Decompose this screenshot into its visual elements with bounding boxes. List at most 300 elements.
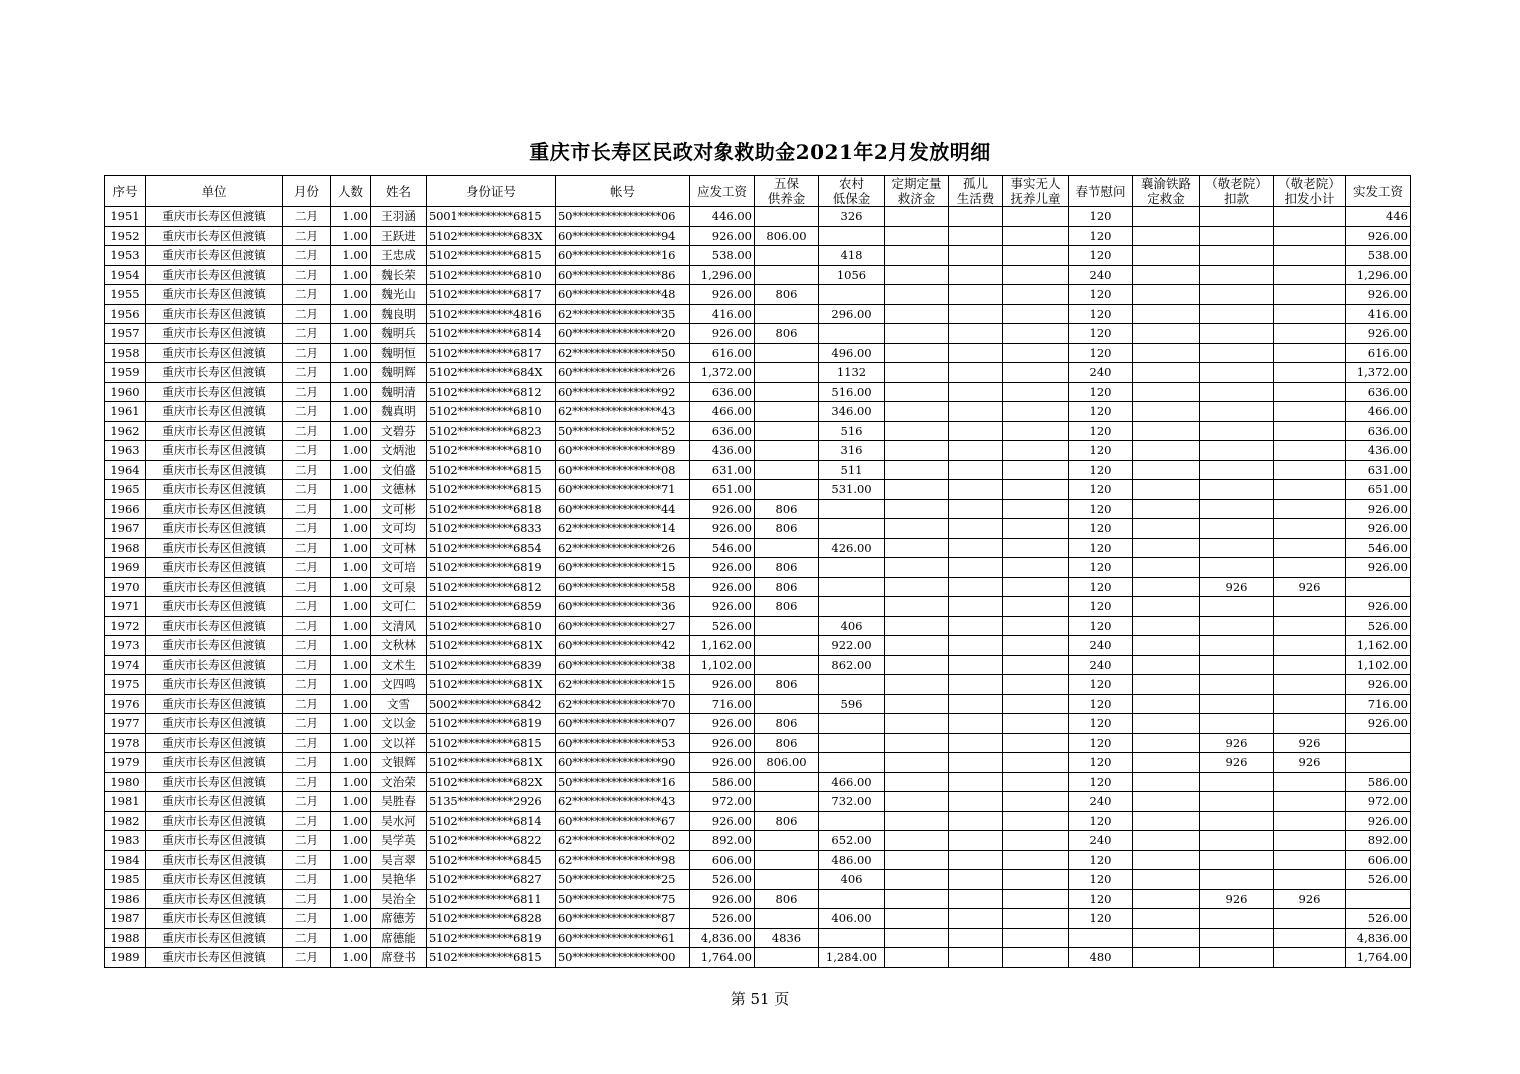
cell-month: 二月 xyxy=(283,733,331,753)
cell-xiangyu xyxy=(1133,655,1200,675)
cell-dingqi xyxy=(885,714,949,734)
cell-shishi xyxy=(1003,753,1069,773)
cell-jly-subtotal xyxy=(1274,694,1346,714)
cell-month: 二月 xyxy=(283,558,331,578)
cell-seq: 1979 xyxy=(105,753,146,773)
cell-wubao xyxy=(755,831,819,851)
cell-jly-subtotal xyxy=(1274,499,1346,519)
cell-dibao xyxy=(819,324,885,344)
header-jly-subtotal-line1: （敬老院） xyxy=(1278,176,1341,191)
cell-actual-pay: 436.00 xyxy=(1346,441,1411,461)
cell-jly-subtotal xyxy=(1274,714,1346,734)
cell-jly-deduct xyxy=(1200,655,1274,675)
cell-name: 文以金 xyxy=(371,714,427,734)
cell-jly-deduct xyxy=(1200,597,1274,617)
cell-wubao: 806 xyxy=(755,558,819,578)
cell-shishi xyxy=(1003,655,1069,675)
cell-dibao xyxy=(819,597,885,617)
cell-due-pay: 466.00 xyxy=(690,402,755,422)
cell-jly-subtotal xyxy=(1274,480,1346,500)
cell-due-pay: 1,764.00 xyxy=(690,948,755,968)
cell-seq: 1953 xyxy=(105,246,146,266)
cell-month: 二月 xyxy=(283,285,331,305)
cell-dingqi xyxy=(885,441,949,461)
cell-dingqi xyxy=(885,460,949,480)
cell-guer xyxy=(949,772,1003,792)
cell-wubao xyxy=(755,207,819,227)
cell-actual-pay: 631.00 xyxy=(1346,460,1411,480)
cell-wubao: 806 xyxy=(755,499,819,519)
cell-seq: 1977 xyxy=(105,714,146,734)
cell-due-pay: 926.00 xyxy=(690,499,755,519)
cell-count: 1.00 xyxy=(331,460,371,480)
cell-wubao: 806 xyxy=(755,285,819,305)
cell-count: 1.00 xyxy=(331,285,371,305)
cell-wubao: 806 xyxy=(755,519,819,539)
cell-account: 62****************98 xyxy=(556,850,690,870)
cell-dingqi xyxy=(885,850,949,870)
cell-actual-pay: 926.00 xyxy=(1346,285,1411,305)
cell-xiangyu xyxy=(1133,226,1200,246)
cell-jly-deduct xyxy=(1200,382,1274,402)
cell-shishi xyxy=(1003,811,1069,831)
cell-seq: 1975 xyxy=(105,675,146,695)
cell-account: 60****************92 xyxy=(556,382,690,402)
cell-guer xyxy=(949,889,1003,909)
cell-due-pay: 1,102.00 xyxy=(690,655,755,675)
cell-name: 魏良明 xyxy=(371,304,427,324)
cell-month: 二月 xyxy=(283,538,331,558)
cell-name: 文银辉 xyxy=(371,753,427,773)
cell-dibao: 862.00 xyxy=(819,655,885,675)
cell-id-number: 5102**********6818 xyxy=(427,499,556,519)
cell-dibao: 418 xyxy=(819,246,885,266)
cell-guer xyxy=(949,304,1003,324)
cell-month: 二月 xyxy=(283,246,331,266)
cell-seq: 1958 xyxy=(105,343,146,363)
cell-jly-subtotal xyxy=(1274,772,1346,792)
cell-month: 二月 xyxy=(283,226,331,246)
cell-spring: 240 xyxy=(1069,792,1133,812)
cell-wubao xyxy=(755,655,819,675)
cell-seq: 1971 xyxy=(105,597,146,617)
cell-month: 二月 xyxy=(283,324,331,344)
cell-seq: 1956 xyxy=(105,304,146,324)
cell-shishi xyxy=(1003,558,1069,578)
cell-month: 二月 xyxy=(283,772,331,792)
cell-wubao: 806.00 xyxy=(755,226,819,246)
cell-account: 60****************86 xyxy=(556,265,690,285)
cell-id-number: 5102**********6812 xyxy=(427,382,556,402)
cell-jly-subtotal xyxy=(1274,870,1346,890)
cell-jly-deduct xyxy=(1200,304,1274,324)
cell-xiangyu xyxy=(1133,519,1200,539)
cell-guer xyxy=(949,616,1003,636)
cell-guer xyxy=(949,928,1003,948)
cell-id-number: 5102**********6817 xyxy=(427,285,556,305)
cell-dingqi xyxy=(885,792,949,812)
cell-count: 1.00 xyxy=(331,304,371,324)
cell-count: 1.00 xyxy=(331,382,371,402)
cell-month: 二月 xyxy=(283,870,331,890)
cell-account: 50****************16 xyxy=(556,772,690,792)
cell-shishi xyxy=(1003,850,1069,870)
cell-jly-subtotal xyxy=(1274,304,1346,324)
cell-count: 1.00 xyxy=(331,831,371,851)
cell-month: 二月 xyxy=(283,694,331,714)
cell-dingqi xyxy=(885,831,949,851)
cell-name: 文以祥 xyxy=(371,733,427,753)
cell-name: 文可泉 xyxy=(371,577,427,597)
cell-shishi xyxy=(1003,480,1069,500)
cell-count: 1.00 xyxy=(331,343,371,363)
cell-jly-subtotal xyxy=(1274,265,1346,285)
header-unit: 单位 xyxy=(146,176,283,207)
cell-dibao: 316 xyxy=(819,441,885,461)
cell-guer xyxy=(949,441,1003,461)
cell-actual-pay: 1,162.00 xyxy=(1346,636,1411,656)
cell-shishi xyxy=(1003,343,1069,363)
cell-xiangyu xyxy=(1133,577,1200,597)
cell-month: 二月 xyxy=(283,714,331,734)
cell-guer xyxy=(949,324,1003,344)
cell-jly-deduct xyxy=(1200,675,1274,695)
cell-count: 1.00 xyxy=(331,792,371,812)
cell-unit: 重庆市长寿区但渡镇 xyxy=(146,694,283,714)
header-due-pay: 应发工资 xyxy=(690,176,755,207)
cell-dingqi xyxy=(885,499,949,519)
cell-jly-subtotal: 926 xyxy=(1274,733,1346,753)
cell-due-pay: 926.00 xyxy=(690,226,755,246)
cell-due-pay: 926.00 xyxy=(690,597,755,617)
cell-shishi xyxy=(1003,304,1069,324)
cell-seq: 1962 xyxy=(105,421,146,441)
cell-id-number: 5102**********6859 xyxy=(427,597,556,617)
cell-unit: 重庆市长寿区但渡镇 xyxy=(146,733,283,753)
cell-actual-pay: 586.00 xyxy=(1346,772,1411,792)
cell-jly-deduct xyxy=(1200,441,1274,461)
cell-dibao: 406 xyxy=(819,870,885,890)
cell-jly-subtotal xyxy=(1274,597,1346,617)
cell-unit: 重庆市长寿区但渡镇 xyxy=(146,870,283,890)
cell-unit: 重庆市长寿区但渡镇 xyxy=(146,714,283,734)
cell-name: 文可均 xyxy=(371,519,427,539)
cell-dingqi xyxy=(885,304,949,324)
cell-actual-pay: 416.00 xyxy=(1346,304,1411,324)
cell-account: 62****************43 xyxy=(556,402,690,422)
cell-due-pay: 926.00 xyxy=(690,577,755,597)
cell-spring: 120 xyxy=(1069,207,1133,227)
table-row xyxy=(105,343,1411,363)
cell-due-pay: 1,162.00 xyxy=(690,636,755,656)
table-row xyxy=(105,421,1411,441)
cell-actual-pay: 466.00 xyxy=(1346,402,1411,422)
header-spring: 春节慰问 xyxy=(1069,176,1133,207)
cell-jly-subtotal xyxy=(1274,207,1346,227)
cell-count: 1.00 xyxy=(331,324,371,344)
cell-guer xyxy=(949,343,1003,363)
cell-seq: 1983 xyxy=(105,831,146,851)
cell-spring: 120 xyxy=(1069,499,1133,519)
header-shishi-line1: 事实无人 xyxy=(1010,176,1061,191)
cell-id-number: 5102**********6819 xyxy=(427,558,556,578)
header-xiangyu xyxy=(1133,176,1200,207)
cell-seq: 1966 xyxy=(105,499,146,519)
document-title: 重庆市长寿区民政对象救助金2021年2月发放明细 xyxy=(529,140,991,164)
cell-id-number: 5102**********6812 xyxy=(427,577,556,597)
table-row xyxy=(105,558,1411,578)
cell-count: 1.00 xyxy=(331,558,371,578)
cell-guer xyxy=(949,499,1003,519)
cell-shishi xyxy=(1003,733,1069,753)
cell-guer xyxy=(949,909,1003,929)
header-jly-subtotal xyxy=(1274,176,1346,207)
cell-jly-subtotal xyxy=(1274,324,1346,344)
cell-unit: 重庆市长寿区但渡镇 xyxy=(146,519,283,539)
cell-actual-pay: 636.00 xyxy=(1346,382,1411,402)
cell-name: 文四鸣 xyxy=(371,675,427,695)
table-row xyxy=(105,460,1411,480)
cell-guer xyxy=(949,480,1003,500)
cell-guer xyxy=(949,636,1003,656)
cell-account: 62****************35 xyxy=(556,304,690,324)
cell-dibao: 496.00 xyxy=(819,343,885,363)
cell-spring: 240 xyxy=(1069,655,1133,675)
cell-seq: 1964 xyxy=(105,460,146,480)
cell-wubao xyxy=(755,909,819,929)
cell-id-number: 5102**********6815 xyxy=(427,246,556,266)
cell-shishi xyxy=(1003,265,1069,285)
cell-unit: 重庆市长寿区但渡镇 xyxy=(146,889,283,909)
cell-account: 60****************90 xyxy=(556,753,690,773)
cell-count: 1.00 xyxy=(331,753,371,773)
table-row xyxy=(105,714,1411,734)
cell-count: 1.00 xyxy=(331,655,371,675)
cell-account: 62****************43 xyxy=(556,792,690,812)
cell-due-pay: 926.00 xyxy=(690,519,755,539)
cell-jly-subtotal xyxy=(1274,382,1346,402)
cell-name: 吴水河 xyxy=(371,811,427,831)
cell-xiangyu xyxy=(1133,460,1200,480)
cell-id-number: 5102**********6822 xyxy=(427,831,556,851)
cell-dingqi xyxy=(885,948,949,968)
cell-actual-pay xyxy=(1346,577,1411,597)
cell-xiangyu xyxy=(1133,616,1200,636)
cell-month: 二月 xyxy=(283,421,331,441)
cell-due-pay: 892.00 xyxy=(690,831,755,851)
cell-xiangyu xyxy=(1133,675,1200,695)
table-row xyxy=(105,948,1411,968)
cell-seq: 1989 xyxy=(105,948,146,968)
cell-spring: 240 xyxy=(1069,265,1133,285)
cell-shishi xyxy=(1003,441,1069,461)
cell-jly-subtotal xyxy=(1274,343,1346,363)
cell-unit: 重庆市长寿区但渡镇 xyxy=(146,636,283,656)
cell-guer xyxy=(949,792,1003,812)
cell-actual-pay: 546.00 xyxy=(1346,538,1411,558)
cell-account: 50****************06 xyxy=(556,207,690,227)
cell-xiangyu xyxy=(1133,733,1200,753)
cell-month: 二月 xyxy=(283,675,331,695)
cell-unit: 重庆市长寿区但渡镇 xyxy=(146,324,283,344)
cell-count: 1.00 xyxy=(331,616,371,636)
cell-jly-subtotal xyxy=(1274,811,1346,831)
cell-dibao: 406.00 xyxy=(819,909,885,929)
cell-jly-subtotal: 926 xyxy=(1274,753,1346,773)
cell-wubao xyxy=(755,441,819,461)
header-dibao-line1: 农村 xyxy=(838,176,864,191)
table-row xyxy=(105,675,1411,695)
cell-unit: 重庆市长寿区但渡镇 xyxy=(146,558,283,578)
table-row xyxy=(105,831,1411,851)
cell-wubao xyxy=(755,402,819,422)
cell-spring: 120 xyxy=(1069,850,1133,870)
header-wubao xyxy=(755,176,819,207)
cell-jly-subtotal xyxy=(1274,402,1346,422)
cell-name: 魏明清 xyxy=(371,382,427,402)
cell-jly-subtotal xyxy=(1274,538,1346,558)
cell-shishi xyxy=(1003,928,1069,948)
cell-actual-pay: 538.00 xyxy=(1346,246,1411,266)
cell-count: 1.00 xyxy=(331,246,371,266)
cell-xiangyu xyxy=(1133,499,1200,519)
cell-id-number: 5102**********6814 xyxy=(427,324,556,344)
cell-id-number: 5102**********6815 xyxy=(427,460,556,480)
cell-jly-deduct xyxy=(1200,499,1274,519)
cell-account: 60****************20 xyxy=(556,324,690,344)
cell-wubao xyxy=(755,870,819,890)
cell-id-number: 5102**********6815 xyxy=(427,733,556,753)
cell-count: 1.00 xyxy=(331,928,371,948)
cell-wubao xyxy=(755,772,819,792)
cell-jly-deduct xyxy=(1200,870,1274,890)
cell-wubao: 806 xyxy=(755,597,819,617)
cell-spring: 120 xyxy=(1069,480,1133,500)
cell-shishi xyxy=(1003,460,1069,480)
cell-wubao xyxy=(755,480,819,500)
cell-seq: 1967 xyxy=(105,519,146,539)
cell-jly-deduct xyxy=(1200,928,1274,948)
cell-due-pay: 526.00 xyxy=(690,909,755,929)
cell-xiangyu xyxy=(1133,948,1200,968)
cell-month: 二月 xyxy=(283,265,331,285)
header-jly-subtotal-line2: 扣发小计 xyxy=(1284,191,1335,206)
cell-unit: 重庆市长寿区但渡镇 xyxy=(146,460,283,480)
cell-dingqi xyxy=(885,616,949,636)
cell-due-pay: 526.00 xyxy=(690,616,755,636)
cell-xiangyu xyxy=(1133,831,1200,851)
cell-unit: 重庆市长寿区但渡镇 xyxy=(146,597,283,617)
cell-wubao xyxy=(755,421,819,441)
cell-spring: 480 xyxy=(1069,948,1133,968)
cell-xiangyu xyxy=(1133,889,1200,909)
table-row xyxy=(105,928,1411,948)
cell-unit: 重庆市长寿区但渡镇 xyxy=(146,304,283,324)
cell-count: 1.00 xyxy=(331,694,371,714)
cell-jly-deduct xyxy=(1200,402,1274,422)
table-row xyxy=(105,597,1411,617)
cell-id-number: 5102**********6819 xyxy=(427,928,556,948)
cell-spring: 120 xyxy=(1069,714,1133,734)
cell-xiangyu xyxy=(1133,850,1200,870)
cell-month: 二月 xyxy=(283,441,331,461)
table-row xyxy=(105,226,1411,246)
cell-seq: 1959 xyxy=(105,363,146,383)
cell-guer xyxy=(949,948,1003,968)
cell-xiangyu xyxy=(1133,441,1200,461)
cell-spring: 120 xyxy=(1069,285,1133,305)
header-dingqi-line2: 救济金 xyxy=(897,191,936,206)
cell-account: 50****************52 xyxy=(556,421,690,441)
cell-dingqi xyxy=(885,811,949,831)
cell-spring: 120 xyxy=(1069,343,1133,363)
cell-jly-deduct: 926 xyxy=(1200,889,1274,909)
cell-count: 1.00 xyxy=(331,538,371,558)
cell-seq: 1981 xyxy=(105,792,146,812)
cell-dibao: 1056 xyxy=(819,265,885,285)
cell-wubao xyxy=(755,948,819,968)
cell-dibao: 516.00 xyxy=(819,382,885,402)
cell-xiangyu xyxy=(1133,246,1200,266)
cell-due-pay: 416.00 xyxy=(690,304,755,324)
cell-actual-pay: 926.00 xyxy=(1346,324,1411,344)
cell-id-number: 5001**********6815 xyxy=(427,207,556,227)
cell-wubao xyxy=(755,538,819,558)
cell-seq: 1982 xyxy=(105,811,146,831)
cell-dingqi xyxy=(885,519,949,539)
cell-xiangyu xyxy=(1133,382,1200,402)
cell-wubao: 806 xyxy=(755,733,819,753)
table-row xyxy=(105,850,1411,870)
cell-xiangyu xyxy=(1133,285,1200,305)
cell-id-number: 5102**********6815 xyxy=(427,480,556,500)
cell-wubao xyxy=(755,616,819,636)
cell-count: 1.00 xyxy=(331,363,371,383)
cell-guer xyxy=(949,714,1003,734)
cell-id-number: 5102**********6810 xyxy=(427,441,556,461)
cell-name: 文清风 xyxy=(371,616,427,636)
cell-account: 60****************44 xyxy=(556,499,690,519)
cell-due-pay: 972.00 xyxy=(690,792,755,812)
cell-month: 二月 xyxy=(283,304,331,324)
table-row xyxy=(105,363,1411,383)
cell-guer xyxy=(949,597,1003,617)
cell-xiangyu xyxy=(1133,304,1200,324)
cell-jly-subtotal xyxy=(1274,519,1346,539)
header-jly-deduct-line1: （敬老院） xyxy=(1205,176,1268,191)
cell-name: 文雪 xyxy=(371,694,427,714)
cell-jly-subtotal xyxy=(1274,655,1346,675)
cell-jly-subtotal xyxy=(1274,792,1346,812)
table-row xyxy=(105,772,1411,792)
cell-guer xyxy=(949,538,1003,558)
cell-shishi xyxy=(1003,870,1069,890)
cell-actual-pay: 526.00 xyxy=(1346,909,1411,929)
cell-seq: 1963 xyxy=(105,441,146,461)
cell-month: 二月 xyxy=(283,948,331,968)
cell-name: 魏明辉 xyxy=(371,363,427,383)
cell-dingqi xyxy=(885,226,949,246)
cell-dibao: 406 xyxy=(819,616,885,636)
cell-account: 50****************00 xyxy=(556,948,690,968)
cell-unit: 重庆市长寿区但渡镇 xyxy=(146,577,283,597)
cell-xiangyu xyxy=(1133,714,1200,734)
header-wubao-line1: 五保 xyxy=(773,176,799,191)
cell-count: 1.00 xyxy=(331,421,371,441)
cell-spring: 240 xyxy=(1069,831,1133,851)
cell-dibao xyxy=(819,753,885,773)
table-row xyxy=(105,733,1411,753)
